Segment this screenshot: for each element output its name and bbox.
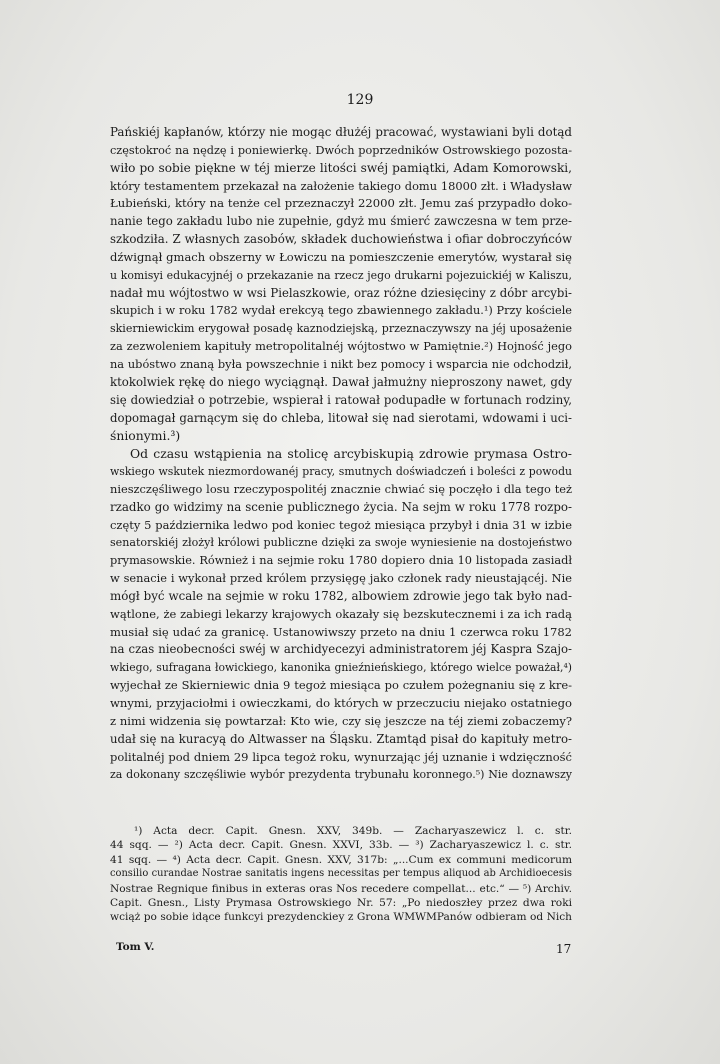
footnote-line: 44 sqq. — ²) Acta decr. Capit. Gnesn. XXVI, 33b. — ³) Zacharyaszewicz l. c. str. — [110, 839, 572, 852]
body-line: wiło po sobie piękne w téj mierze litości swéj pamiątki, Adam Komorowski, — [110, 160, 572, 175]
body-line: z nimi widzenia się powtarzał: Kto wie, czy się jeszcze na téj ziemi zobaczemy? — [110, 713, 572, 728]
body-line: śnionymi.³) — [110, 428, 181, 444]
body-line: skierniewickim erygował posadę kaznodziejską, przeznaczywszy na jéj uposażenie — [110, 322, 572, 336]
body-line: wątlone, że zabiegi lekarzy krajowych okazały się bezskutecznemi i za ich radą — [110, 606, 572, 621]
body-line: nieszczęśliwego losu rzeczypospolitéj znacznie chwiać się poczęło i dla tego też — [110, 481, 572, 496]
body-line: ktokolwiek rękę do niego wyciągnął. Dawał jałmużny nieproszony nawet, gdy — [110, 374, 572, 389]
body-line: udał się na kuracyą do Altwasser na Śląsku. Ztamtąd pisał do kapituły metro- — [110, 731, 572, 746]
body-line: za zezwoleniem kapituły metropolitalnéj wójtostwo w Pamiętnie.²) Hojność jego — [110, 339, 572, 354]
footnote-line: ¹) Acta decr. Capit. Gnesn. XXV, 349b. — Zacharyaszewicz l. c. str. — [134, 825, 572, 837]
body-line: szkodziła. Z własnych zasobów, składek duchowieństwa i ofiar dobroczyńców — [110, 232, 572, 247]
body-line: musiał się udać za granicę. Ustanowiwszy przeto na dniu 1 czerwca roku 1782 — [110, 624, 572, 639]
body-line: nanie tego zakładu lubo nie zupełnie, gdyż mu śmierć zawczesna w tem prze- — [110, 214, 572, 229]
body-line: wskiego wskutek niezmordowanéj pracy, smutnych doświadczeń i boleści z powodu — [110, 465, 572, 479]
body-line: dźwignął gmach obszerny w Łowiczu na pomieszczenie emerytów, wystarał się — [110, 249, 572, 264]
volume-signature: Tom V. — [116, 941, 155, 953]
body-line: w senacie i wykonał przed królem przysięgę jako członek rady nieustającéj. Nie — [110, 571, 572, 586]
sheet-number: 17 — [556, 942, 572, 956]
body-line: częty 5 października ledwo pod koniec tegoż miesiąca przybył i dnia 31 w izbie — [110, 517, 572, 532]
page-number: 129 — [346, 92, 374, 108]
body-line: częstokroć na nędzę i poniewierkę. Dwóch poprzedników Ostrowskiego pozosta- — [110, 143, 572, 157]
body-line: Pańskiéj kapłanów, którzy nie mogąc dłużéj pracować, wystawiani byli dotąd — [110, 125, 572, 139]
body-text — [110, 124, 572, 784]
body-line: politalnéj pod dniem 29 lipca tegoż roku, wynurzając jéj uznanie i wdzięczność — [110, 749, 572, 764]
body-line: rzadko go widzimy na scenie publicznego życia. Na sejm w roku 1778 rozpo- — [110, 499, 572, 514]
body-line: dopomagał garnącym się do chleba, litował się nad sierotami, wdowami i uci- — [110, 410, 572, 425]
body-line: wkiego, sufragana łowickiego, kanonika gnieźnieńskiego, którego wielce poważał,⁴) — [110, 661, 572, 675]
body-line: Łubieński, który na tenże cel przeznaczył 22000 złt. Jemu zaś przypadło doko- — [110, 196, 572, 211]
body-line: u komisyi edukacyjnéj o przekazanie na rzecz jego drukarni pojezuickiéj w Kaliszu, — [110, 268, 572, 282]
body-line: za dokonany szczęśliwie wybór prezydenta trybunału koronnego.⁵) Nie doznawszy — [110, 768, 572, 782]
body-line: Od czasu wstąpienia na stolicę arcybiskupią zdrowie prymasa Ostro- — [130, 446, 572, 462]
body-line: senatorskiéj złożył królowi publiczne dzięki za swoje wyniesienie na dostojeństwo — [110, 536, 572, 550]
body-line: się dowiedział o potrzebie, wspierał i ratował podupadłe w fortunach rodziny, — [110, 392, 572, 407]
body-line: na ubóstwo znaną była powszechnie i nikt bez pomocy i wsparcia nie odchodził, — [110, 356, 572, 371]
footnotes — [110, 824, 572, 925]
body-line: mógł być wcale na sejmie w roku 1782, albowiem zdrowie jego tak było nad- — [110, 588, 572, 603]
body-line: który testamentem przekazał na założenie takiego domu 18000 złt. i Władysław — [110, 178, 572, 193]
body-line: skupich i w roku 1782 wydał erekcyą tego zbawiennego zakładu.¹) Przy kościele — [110, 304, 572, 318]
body-line: na czas nieobecności swéj w archidyecezyi administratorem jéj Kaspra Szajo- — [110, 642, 572, 657]
footnote-line: 41 sqq. — ⁴) Acta decr. Capit. Gnesn. XXV, 317b: „...Cum ex communi medicorum — [110, 853, 572, 866]
body-line: wnymi, przyjaciołmi i owieczkami, do których w przeczuciu niejako ostatniego — [110, 696, 572, 710]
body-line: wyjechał ze Skierniewic dnia 9 tegoż miesiąca po czułem pożegnaniu się z kre- — [110, 678, 572, 693]
footnote-line: Capit. Gnesn., Listy Prymasa Ostrowskiego Nr. 57: „Po niedoszłey przez dwa roki — [110, 897, 572, 910]
body-line: nadał mu wójtostwo w wsi Pielaszkowie, oraz różne dziesięciny z dóbr arcybi- — [110, 285, 572, 300]
body-line: prymasowskie. Również i na sejmie roku 1780 dopiero dnia 10 listopada zasiadł — [110, 553, 572, 568]
footnote-line: Nostrae Regnique finibus in exteras oras Nos recedere compellat... etc.“ — ⁵) Archiv. — [110, 882, 572, 895]
footnote-line: wciąż po sobie idące funkcyi prezydenckiey z Grona WMWMPanów odbieram od Nich — [110, 911, 572, 924]
footnote-line: consilio curandae Nostrae sanitatis ingens necessitas per tempus aliquod ab Archidioecesis — [110, 868, 572, 880]
